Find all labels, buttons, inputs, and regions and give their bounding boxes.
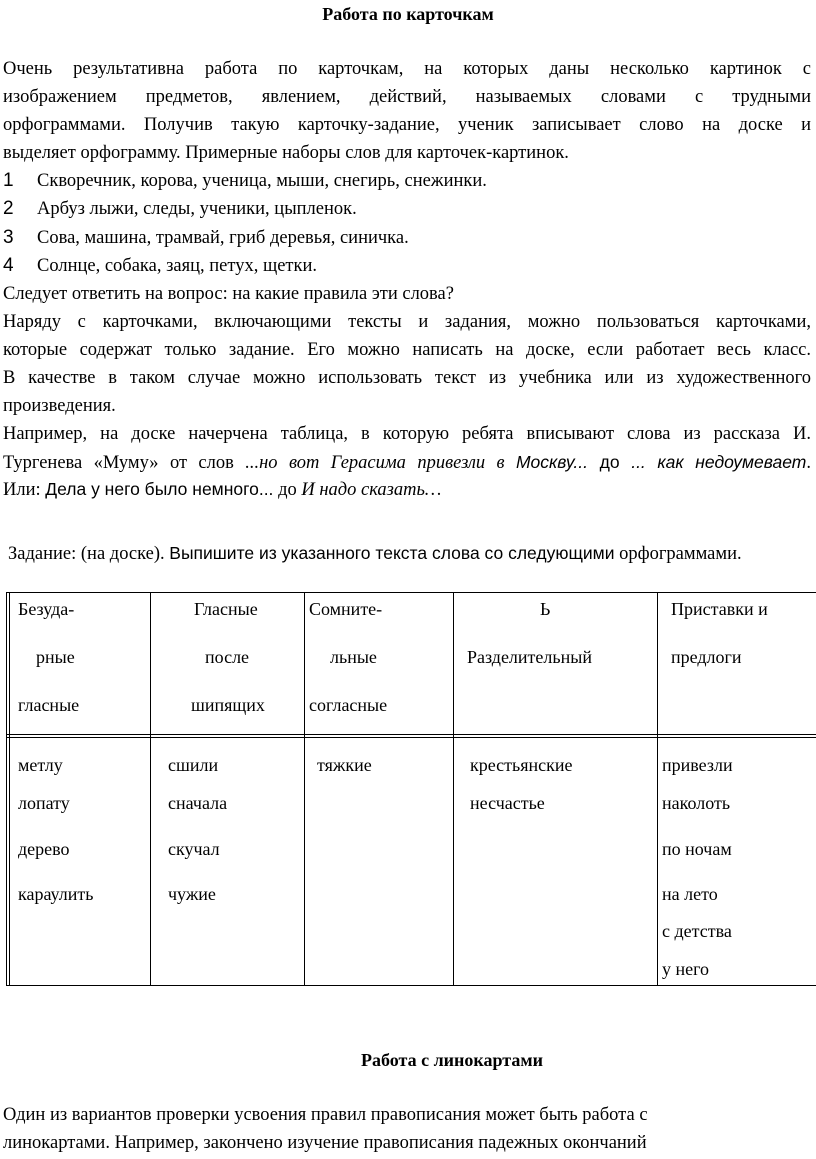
paragraph-line: Например, на доске начерчена таблица, в которую ребята вписывают слова из рассказа И. — [3, 424, 811, 444]
table-cell: дерево — [18, 839, 70, 859]
table-header: Ь — [540, 599, 551, 619]
table-border — [304, 592, 305, 986]
table-border — [453, 592, 454, 986]
section-title: Работа по карточкам — [322, 4, 494, 24]
text-span: до — [273, 480, 302, 500]
list-item-text: Солнце, собака, заяц, петух, щетки. — [37, 256, 318, 276]
list-item-text: Арбуз лыжи, следы, ученики, цыпленок. — [37, 199, 357, 219]
paragraph-line: Наряду с карточками, включающими тексты и задания, можно пользоваться карточками, — [3, 312, 811, 332]
text-span: Или: — [3, 480, 46, 500]
table-border — [150, 592, 151, 986]
table-header: Разделительный — [467, 647, 592, 667]
table-header: Приставки и — [671, 599, 768, 619]
paragraph-line: выделяет орфограмму. Примерные наборы слов для карточек-картинок. — [3, 143, 569, 163]
table-header: согласные — [309, 695, 388, 715]
table-cell: по ночам — [662, 839, 732, 859]
task-line — [8, 542, 742, 565]
quote-span: ... как недоумевает — [631, 452, 807, 472]
table-border — [6, 734, 816, 735]
list-item — [3, 255, 317, 277]
paragraph-line — [3, 451, 811, 474]
table-cell: метлу — [18, 755, 63, 775]
paragraph-line: произведения. — [3, 396, 116, 416]
table-border — [657, 592, 658, 986]
list-item-number: 1 — [3, 170, 14, 191]
table-cell: караулить — [18, 884, 94, 904]
table-border — [6, 592, 7, 986]
table-cell: на лето — [662, 884, 718, 904]
task-instruction: Выпишите из указанного текста слова со следующими — [169, 543, 615, 563]
list-item — [3, 198, 357, 220]
text-span: Задание: (на доске). — [8, 544, 170, 564]
table-header: Безуда- — [18, 599, 75, 619]
paragraph-line: изображением предметов, явлением, действий, называемых словами с трудными — [3, 87, 811, 107]
table-header: предлоги — [671, 647, 742, 667]
table-border — [6, 985, 816, 986]
list-item-text: Скворечник, корова, ученица, мыши, снегирь, снежинки. — [37, 171, 487, 191]
section-title: Работа с линокартами — [361, 1050, 543, 1070]
list-item — [3, 227, 409, 249]
table-cell: тяжкие — [317, 755, 372, 775]
list-item-number: 2 — [3, 198, 14, 219]
paragraph-line: Один из вариантов проверки усвоения правил правописания может быть работа с — [3, 1105, 648, 1125]
paragraph-line: Очень результативна работа по карточкам, на которых даны несколько картинок с — [3, 59, 811, 79]
text-span: до — [588, 452, 632, 472]
paragraph-line: линокартами. Например, закончено изучение правописания падежных окончаний — [3, 1133, 647, 1153]
paragraph-line — [3, 478, 441, 501]
text-span: Тургенева «Муму» от слов — [3, 453, 246, 473]
table-cell: у него — [662, 959, 710, 979]
table-header: шипящих — [191, 695, 265, 715]
table-border — [6, 592, 816, 593]
table-cell: с детства — [662, 921, 732, 941]
quote-span: Дела у него было немного... — [45, 479, 274, 499]
table-cell: наколоть — [662, 793, 731, 813]
table-cell: скучал — [168, 839, 220, 859]
quote-span: ...но вот Герасима привезли в — [245, 453, 516, 473]
list-item-number: 3 — [3, 227, 14, 248]
table-cell: сначала — [168, 793, 228, 813]
table-cell: крестьянские — [470, 755, 573, 775]
table-header: рные — [36, 647, 75, 667]
table-cell: несчастье — [470, 793, 545, 813]
paragraph-line: В качестве в таком случае можно использовать текст из учебника или из художественного — [3, 368, 811, 388]
quote-span: И надо сказать… — [301, 480, 442, 500]
table-border — [6, 737, 816, 738]
table-cell: сшили — [168, 755, 219, 775]
table-header: Сомните- — [309, 599, 383, 619]
list-item-number: 4 — [3, 255, 14, 276]
list-item — [3, 170, 487, 192]
paragraph-line: орфограммами. Получив такую карточку-задание, ученик записывает слово на доске и — [3, 115, 811, 135]
text-span: . — [806, 453, 811, 473]
text-span: орфограммами. — [614, 544, 742, 564]
table-cell: чужие — [168, 884, 216, 904]
paragraph-line: которые содержат только задание. Его можно написать на доске, если работает весь класс. — [3, 340, 811, 360]
question-line: Следует ответить на вопрос: на какие правила эти слова? — [3, 284, 454, 304]
table-header: гласные — [18, 695, 80, 715]
quote-span: Москву... — [515, 452, 588, 472]
orthogram-table — [6, 592, 816, 986]
table-cell: привезли — [662, 755, 733, 775]
list-item-text: Сова, машина, трамвай, гриб деревья, синичка. — [37, 228, 409, 248]
table-cell: лопату — [18, 793, 70, 813]
table-header: после — [205, 647, 250, 667]
table-header: льные — [330, 647, 377, 667]
table-border — [9, 592, 10, 986]
table-header: Гласные — [194, 599, 258, 619]
